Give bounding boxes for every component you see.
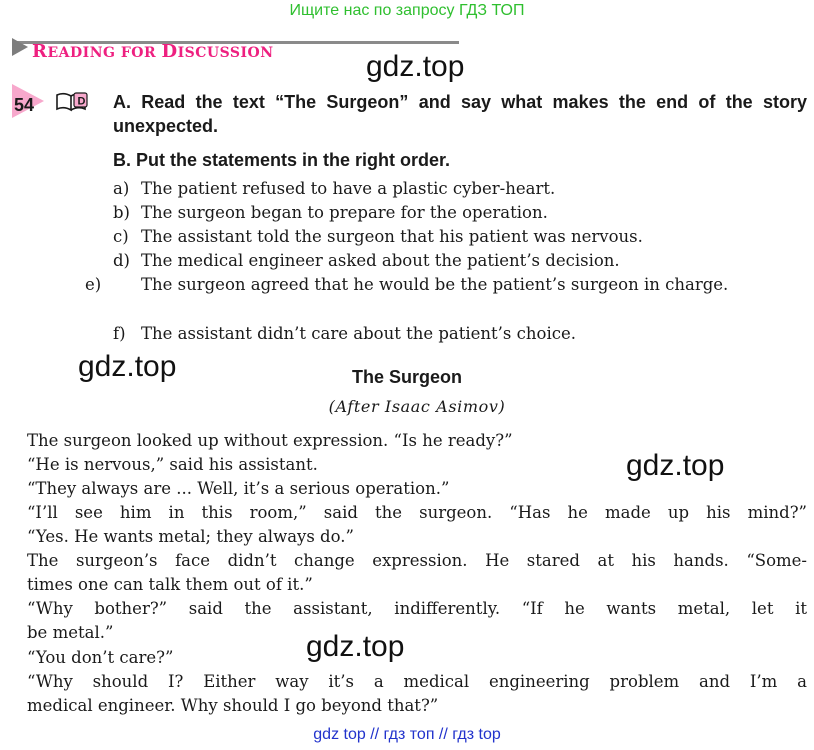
statement-label: c) (113, 227, 129, 246)
section-title-part2: ISCUSSION (177, 45, 274, 61)
story-line: be metal.” (27, 623, 114, 642)
statement-item (113, 249, 807, 273)
watermark: gdz.top (366, 50, 465, 83)
story-title: The Surgeon (351, 367, 462, 387)
exercise-number: 54 (14, 95, 35, 115)
story-line: “You don’t care?” (27, 648, 174, 667)
section-title (32, 41, 274, 62)
statement-item (113, 322, 807, 346)
task-a: A. Read the text “The Surgeon” and say what makes the end of the story unexpected. (113, 92, 807, 136)
bottom-banner[interactable]: gdz top // гдз топ // гдз top (313, 726, 501, 743)
section-title-part1: EADING FOR (47, 45, 162, 61)
watermark: gdz.top (78, 350, 177, 383)
top-banner[interactable]: Ищите нас по запросу ГДЗ ТОП (289, 2, 525, 19)
story-line: “Why should I? Either way it’s a medical engineering problem and I’m a (27, 672, 807, 691)
statement-label: f) (113, 324, 126, 343)
statement-label: d) (113, 251, 130, 270)
statement-text: The assistant didn’t care about the patient’s choice. (141, 324, 576, 343)
section-triangle-icon (12, 38, 28, 56)
section-title-cap2: D (161, 41, 178, 62)
statement-text: The surgeon agreed that he would be the patient’s surgeon in charge. (141, 275, 729, 294)
story-line: “Why bother?” said the assistant, indifferently. “If he wants metal, let it (27, 599, 807, 618)
statement-text: The patient refused to have a plastic cyber-heart. (141, 179, 556, 198)
story-line: The surgeon looked up without expression. “Is he ready?” (27, 431, 513, 450)
statement-label: b) (113, 203, 130, 222)
story-subtitle: (After Isaac Asimov) (328, 397, 506, 416)
statement-label: a) (113, 179, 130, 198)
story-line: “Yes. He wants metal; they always do.” (27, 527, 354, 546)
statement-item (113, 177, 807, 201)
statement-item (113, 225, 807, 249)
statement-text: The medical engineer asked about the patient’s decision. (141, 251, 620, 270)
story-line: medical engineer. Why should I go beyond that?” (27, 696, 439, 715)
statement-label: e) (85, 275, 102, 294)
section-title-cap1: R (32, 41, 48, 62)
statement-item (113, 201, 807, 225)
statement-text: The assistant told the surgeon that his patient was nervous. (141, 227, 643, 246)
story-line: “I’ll see him in this room,” said the surgeon. “Has he made up his mind?” (27, 503, 807, 522)
reading-book-icon (54, 91, 90, 113)
story-line: times one can talk them out of it.” (27, 575, 313, 594)
task-b: B. Put the statements in the right order. (113, 150, 451, 170)
watermark: gdz.top (306, 630, 405, 663)
watermark: gdz.top (626, 449, 725, 482)
svg-text:D: D (77, 95, 86, 108)
story-line: The surgeon’s face didn’t change expression. He stared at his hands. “Some- (27, 551, 807, 570)
story-line: “They always are ... Well, it’s a serious operation.” (27, 479, 450, 498)
story-line: “He is nervous,” said his assistant. (27, 455, 318, 474)
statement-text: The surgeon began to prepare for the operation. (141, 203, 548, 222)
statement-item (85, 273, 814, 297)
